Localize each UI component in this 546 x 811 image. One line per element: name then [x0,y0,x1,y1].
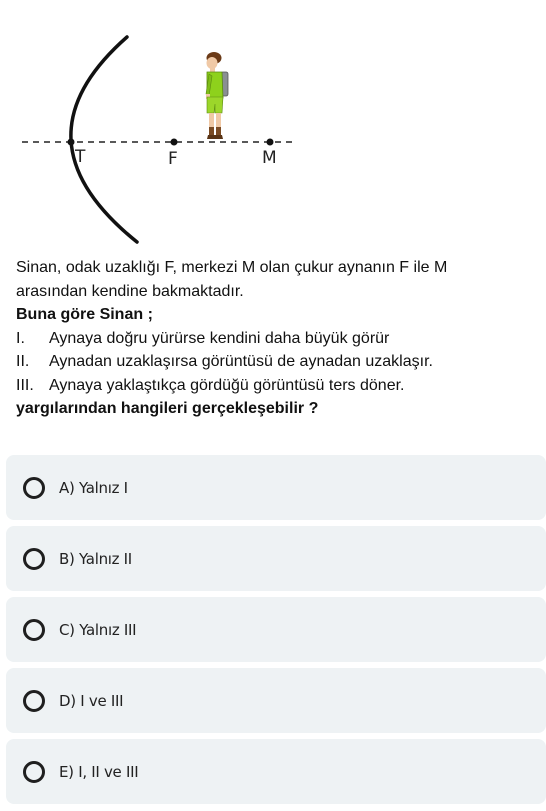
question-stem-line2: arasından kendine bakmaktadır. [16,282,244,300]
radio-icon[interactable] [23,690,45,712]
point-t-dot [68,139,75,146]
option-label: C) Yalnız III [59,620,137,639]
statement-number: I. [16,329,25,347]
point-t-label: T [75,147,86,167]
option-d[interactable] [6,668,546,733]
option-label: D) I ve III [59,691,124,710]
radio-icon[interactable] [23,548,45,570]
question-block [16,256,526,421]
concave-mirror [71,37,137,242]
radio-icon[interactable] [23,761,45,783]
statement-2 [16,350,526,374]
option-e[interactable] [6,739,546,804]
point-m-label: M [262,148,277,168]
option-b[interactable] [6,526,546,591]
question-prompt: yargılarından hangileri gerçekleşebilir ? [16,400,319,417]
statement-text: Aynadan uzaklaşırsa görüntüsü de aynadan uzaklaşır. [49,353,433,370]
mirror-diagram [0,0,546,250]
boy-figure [206,52,228,139]
point-f-dot [171,139,178,146]
statement-3 [16,374,526,398]
statement-text: Aynaya doğru yürürse kendini daha büyük görür [49,329,390,347]
question-stem-line1: Sinan, odak uzaklığı F, merkezi M olan çukur aynanın F ile M [16,259,448,276]
point-f-label: F [168,149,178,169]
radio-icon[interactable] [23,619,45,641]
statement-1 [16,327,526,351]
option-label: B) Yalnız II [59,549,132,568]
statement-number: II. [16,353,30,370]
radio-icon[interactable] [23,477,45,499]
answer-options [6,455,546,810]
statement-text: Aynaya yaklaştıkça gördüğü görüntüsü ters döner. [49,376,405,394]
option-a[interactable] [6,455,546,520]
option-label: A) Yalnız I [59,478,128,497]
question-lead: Buna göre Sinan ; [16,306,153,323]
statement-number: III. [16,376,34,394]
option-label: E) I, II ve III [59,762,139,781]
point-m-dot [267,139,274,146]
option-c[interactable] [6,597,546,662]
